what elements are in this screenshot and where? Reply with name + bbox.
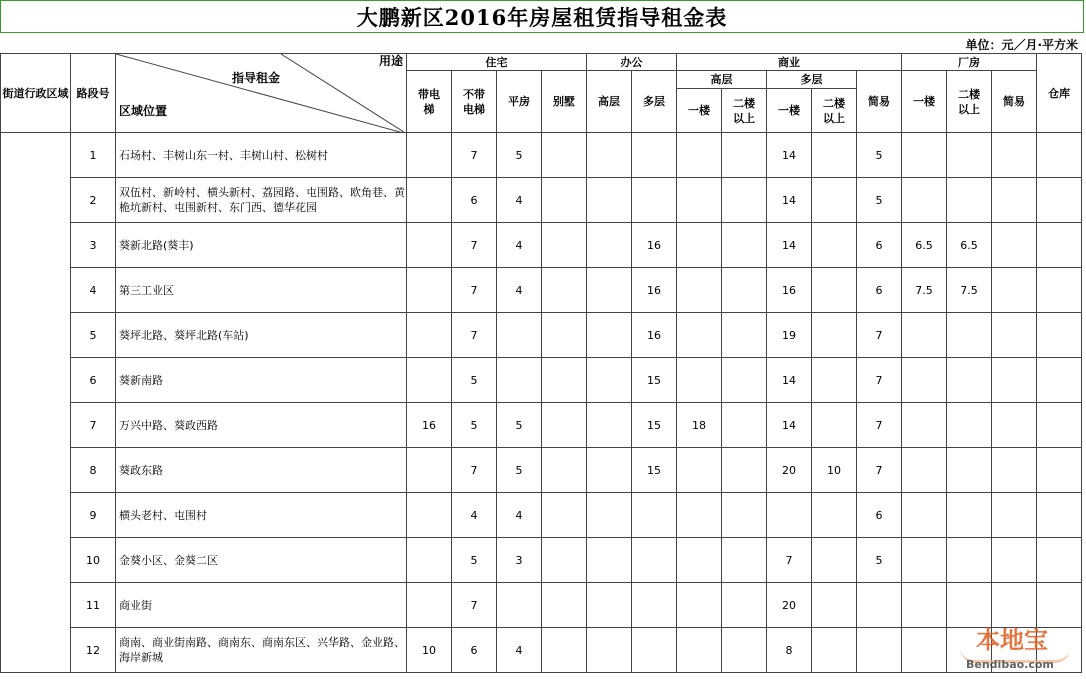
rent-cell-res-elev: [407, 493, 452, 538]
rent-cell-warehouse: [1037, 313, 1082, 358]
rent-cell-res-bungalow: 4: [497, 493, 542, 538]
rent-cell-off-multi: [632, 628, 677, 673]
rent-cell-off-high: [587, 583, 632, 628]
rent-cell-res-bungalow: [497, 583, 542, 628]
rent-cell-res-noelev: 6: [452, 628, 497, 673]
table-row: [1, 133, 1082, 178]
rent-cell-fac-f1: [902, 313, 947, 358]
table-row: [1, 178, 1082, 223]
rent-cell-com-high-f2: [722, 268, 767, 313]
rent-cell-com-multi-f1: 7: [767, 538, 812, 583]
table-row: [1, 358, 1082, 403]
header-guide-rent: 指导租金: [232, 71, 281, 85]
rent-cell-res-villa: [542, 178, 587, 223]
rent-cell-com-high-f1: [677, 583, 722, 628]
rent-cell-fac-simple: [992, 358, 1037, 403]
rent-cell-fac-simple: [992, 403, 1037, 448]
header-factory: 厂房: [902, 54, 1037, 71]
rent-cell-com-simple: 5: [857, 178, 902, 223]
segment-number-cell: 1: [71, 133, 116, 178]
rent-cell-com-high-f1: [677, 313, 722, 358]
rent-cell-res-villa: [542, 583, 587, 628]
rent-cell-com-multi-f2: 10: [812, 448, 857, 493]
table-row: [1, 268, 1082, 313]
rent-cell-com-simple: 7: [857, 313, 902, 358]
rent-cell-off-multi: [632, 538, 677, 583]
rent-cell-com-simple: 5: [857, 133, 902, 178]
location-cell: 横头老村、屯围村: [116, 493, 407, 538]
rent-cell-com-multi-f1: 8: [767, 628, 812, 673]
location-cell: 双伍村、新岭村、横头新村、荔园路、屯围路、欧角巷、黄桅坑新村、屯围新村、东门西、德华花园: [116, 178, 407, 223]
rent-cell-warehouse: [1037, 448, 1082, 493]
rent-cell-warehouse: [1037, 403, 1082, 448]
rent-cell-com-high-f2: [722, 133, 767, 178]
header-usage: 用途: [378, 54, 403, 68]
watermark-en: Bendibao.com: [966, 658, 1054, 671]
rent-cell-com-high-f2: [722, 178, 767, 223]
rent-cell-com-simple: 6: [857, 223, 902, 268]
rent-cell-com-high-f2: [722, 223, 767, 268]
header-segment: 路段号: [71, 54, 116, 133]
header-office: 办公: [587, 54, 677, 71]
rent-cell-com-high-f2: [722, 403, 767, 448]
rent-cell-res-elev: [407, 178, 452, 223]
header-res-elev: 带电梯: [407, 71, 452, 133]
unit-row: [0, 33, 1086, 53]
rent-cell-res-bungalow: 4: [497, 628, 542, 673]
rent-cell-off-multi: [632, 493, 677, 538]
rent-cell-fac-f1: [902, 538, 947, 583]
rent-cell-com-multi-f2: [812, 268, 857, 313]
rent-cell-com-high-f1: [677, 178, 722, 223]
rent-cell-fac-f1: 6.5: [902, 223, 947, 268]
rent-cell-com-high-f1: [677, 268, 722, 313]
header-fac-f2: 二楼以上: [947, 71, 992, 133]
rent-cell-com-multi-f1: 20: [767, 583, 812, 628]
rent-cell-res-elev: [407, 133, 452, 178]
rent-cell-fac-f1: [902, 448, 947, 493]
rent-cell-res-noelev: 4: [452, 493, 497, 538]
table-row: [1, 583, 1082, 628]
rent-cell-res-elev: [407, 538, 452, 583]
rent-cell-res-elev: [407, 583, 452, 628]
header-warehouse: 仓库: [1037, 54, 1082, 133]
rent-cell-res-villa: [542, 628, 587, 673]
rent-cell-res-villa: [542, 538, 587, 583]
header-fac-simple: 简易: [992, 71, 1037, 133]
rent-cell-fac-simple: [992, 313, 1037, 358]
rent-cell-res-bungalow: 4: [497, 178, 542, 223]
rent-cell-res-noelev: 7: [452, 583, 497, 628]
rent-cell-fac-simple: [992, 133, 1037, 178]
location-cell: 第三工业区: [116, 268, 407, 313]
rent-cell-res-villa: [542, 358, 587, 403]
rent-cell-com-high-f1: [677, 628, 722, 673]
header-com-simple: 简易: [857, 71, 902, 133]
page-title: 大鹏新区2016年房屋租赁指导租金表: [0, 0, 1084, 33]
header-com-high-f2: 二楼以上: [722, 89, 767, 133]
rent-cell-fac-simple: [992, 178, 1037, 223]
rent-cell-fac-f1: [902, 628, 947, 673]
rent-cell-off-high: [587, 178, 632, 223]
rent-cell-fac-simple: [992, 223, 1037, 268]
rent-cell-com-simple: 7: [857, 448, 902, 493]
rent-cell-fac-f2: [947, 448, 992, 493]
rent-cell-fac-f2: [947, 178, 992, 223]
rent-cell-com-high-f1: [677, 358, 722, 403]
rent-cell-res-noelev: 5: [452, 538, 497, 583]
rent-cell-res-noelev: 7: [452, 313, 497, 358]
rent-cell-res-noelev: 7: [452, 448, 497, 493]
rent-cell-fac-f2: [947, 358, 992, 403]
rent-cell-fac-f2: 7.5: [947, 268, 992, 313]
rent-cell-off-multi: 15: [632, 448, 677, 493]
segment-number-cell: 4: [71, 268, 116, 313]
header-location: 区域位置: [119, 104, 168, 118]
watermark-cn: 本地宝: [976, 626, 1048, 654]
rent-cell-off-multi: [632, 583, 677, 628]
header-res-villa: 别墅: [542, 71, 587, 133]
location-cell: 金葵小区、金葵二区: [116, 538, 407, 583]
rent-table: [0, 53, 1082, 673]
rent-cell-res-elev: [407, 313, 452, 358]
rent-cell-com-multi-f2: [812, 493, 857, 538]
rent-cell-off-multi: 15: [632, 358, 677, 403]
segment-number-cell: 12: [71, 628, 116, 673]
rent-cell-warehouse: [1037, 223, 1082, 268]
header-res-bungalow: 平房: [497, 71, 542, 133]
rent-cell-res-bungalow: 4: [497, 268, 542, 313]
rent-cell-com-multi-f1: 16: [767, 268, 812, 313]
rent-cell-fac-f1: [902, 133, 947, 178]
rent-cell-com-multi-f1: 20: [767, 448, 812, 493]
rent-cell-com-simple: [857, 628, 902, 673]
rent-cell-off-high: [587, 313, 632, 358]
rent-cell-com-simple: [857, 583, 902, 628]
rent-cell-res-bungalow: [497, 313, 542, 358]
rent-cell-com-multi-f2: [812, 403, 857, 448]
rent-cell-fac-simple: [992, 538, 1037, 583]
rent-cell-com-high-f2: [722, 583, 767, 628]
rent-cell-com-multi-f2: [812, 583, 857, 628]
rent-cell-warehouse: [1037, 268, 1082, 313]
segment-number-cell: 8: [71, 448, 116, 493]
rent-cell-com-high-f2: [722, 448, 767, 493]
rent-cell-res-bungalow: 4: [497, 223, 542, 268]
rent-cell-res-elev: [407, 223, 452, 268]
rent-cell-res-bungalow: 5: [497, 448, 542, 493]
segment-number-cell: 11: [71, 583, 116, 628]
location-cell: 葵新北路(葵丰): [116, 223, 407, 268]
header-diagonal-cell: [116, 54, 407, 133]
table-row: [1, 628, 1082, 673]
rent-cell-com-high-f2: [722, 628, 767, 673]
rent-cell-res-elev: [407, 358, 452, 403]
rent-cell-fac-simple: [992, 493, 1037, 538]
header-res-noelev: 不带电梯: [452, 71, 497, 133]
rent-cell-res-bungalow: 5: [497, 403, 542, 448]
segment-number-cell: 9: [71, 493, 116, 538]
rent-cell-fac-f1: [902, 493, 947, 538]
rent-cell-res-villa: [542, 223, 587, 268]
rent-cell-fac-f1: 7.5: [902, 268, 947, 313]
rent-cell-res-elev: 16: [407, 403, 452, 448]
rent-cell-res-noelev: 5: [452, 403, 497, 448]
table-row: [1, 223, 1082, 268]
location-cell: 葵坪北路、葵坪北路(车站): [116, 313, 407, 358]
rent-cell-off-high: [587, 628, 632, 673]
header-residential: 住宅: [407, 54, 587, 71]
rent-cell-com-simple: 7: [857, 358, 902, 403]
rent-cell-com-multi-f2: [812, 313, 857, 358]
table-row: [1, 493, 1082, 538]
rent-cell-res-bungalow: [497, 358, 542, 403]
rent-cell-fac-f1: [902, 358, 947, 403]
rent-cell-warehouse: [1037, 538, 1082, 583]
rent-cell-off-high: [587, 538, 632, 583]
rent-cell-fac-f2: [947, 403, 992, 448]
rent-cell-warehouse: [1037, 493, 1082, 538]
rent-cell-res-villa: [542, 313, 587, 358]
rent-cell-res-villa: [542, 268, 587, 313]
segment-number-cell: 3: [71, 223, 116, 268]
rent-cell-res-villa: [542, 493, 587, 538]
rent-cell-com-multi-f1: 14: [767, 403, 812, 448]
rent-cell-com-high-f1: [677, 223, 722, 268]
location-cell: 万兴中路、葵政西路: [116, 403, 407, 448]
rent-cell-off-multi: 16: [632, 268, 677, 313]
segment-number-cell: 5: [71, 313, 116, 358]
header-district: 街道行政区域: [1, 54, 71, 133]
segment-number-cell: 2: [71, 178, 116, 223]
rent-cell-com-high-f1: 18: [677, 403, 722, 448]
rent-cell-res-villa: [542, 403, 587, 448]
rent-cell-off-high: [587, 133, 632, 178]
rent-cell-com-simple: 6: [857, 493, 902, 538]
rent-cell-fac-f1: [902, 583, 947, 628]
rent-cell-fac-f2: [947, 538, 992, 583]
rent-cell-fac-f2: [947, 493, 992, 538]
rent-cell-fac-f2: [947, 133, 992, 178]
rent-cell-com-multi-f1: 19: [767, 313, 812, 358]
header-com-high-f1: 一楼: [677, 89, 722, 133]
rent-cell-off-multi: [632, 133, 677, 178]
rent-cell-off-high: [587, 223, 632, 268]
rent-cell-off-high: [587, 358, 632, 403]
table-body: [1, 133, 1082, 673]
segment-number-cell: 7: [71, 403, 116, 448]
location-cell: 商业街: [116, 583, 407, 628]
rent-cell-res-noelev: 7: [452, 268, 497, 313]
rent-cell-com-multi-f2: [812, 628, 857, 673]
rent-cell-com-multi-f1: [767, 493, 812, 538]
rent-cell-off-multi: [632, 178, 677, 223]
location-cell: 葵政东路: [116, 448, 407, 493]
rent-cell-com-multi-f2: [812, 223, 857, 268]
rent-cell-off-multi: 16: [632, 313, 677, 358]
segment-number-cell: 6: [71, 358, 116, 403]
rent-cell-warehouse: [1037, 133, 1082, 178]
rent-cell-res-noelev: 7: [452, 133, 497, 178]
rent-cell-off-high: [587, 403, 632, 448]
rent-cell-com-high-f1: [677, 538, 722, 583]
rent-cell-com-high-f2: [722, 313, 767, 358]
rent-cell-warehouse: [1037, 358, 1082, 403]
rent-cell-off-multi: 15: [632, 403, 677, 448]
header-com-high: 高层: [677, 71, 767, 89]
rent-cell-res-noelev: 7: [452, 223, 497, 268]
header-com-multi: 多层: [767, 71, 857, 89]
header-commercial: 商业: [677, 54, 902, 71]
table-row: [1, 448, 1082, 493]
rent-cell-com-simple: 6: [857, 268, 902, 313]
segment-number-cell: 10: [71, 538, 116, 583]
location-cell: 石场村、丰树山东一村、丰树山村、松树村: [116, 133, 407, 178]
rent-cell-res-bungalow: 5: [497, 133, 542, 178]
diagonal-lines: [116, 54, 407, 133]
unit-label: 单位：元／月·平方米: [965, 38, 1078, 52]
header-com-multi-f2: 二楼以上: [812, 89, 857, 133]
district-cell: [1, 133, 71, 673]
diagonal-line-1: [116, 54, 407, 133]
header-off-multi: 多层: [632, 71, 677, 133]
rent-cell-res-noelev: 5: [452, 358, 497, 403]
header-fac-f1: 一楼: [902, 71, 947, 133]
rent-cell-fac-f1: [902, 403, 947, 448]
rent-cell-com-high-f1: [677, 448, 722, 493]
rent-cell-off-high: [587, 268, 632, 313]
rent-cell-com-multi-f1: 14: [767, 178, 812, 223]
rent-cell-com-multi-f1: 14: [767, 358, 812, 403]
rent-cell-res-bungalow: 3: [497, 538, 542, 583]
rent-cell-com-simple: 5: [857, 538, 902, 583]
rent-cell-com-multi-f2: [812, 358, 857, 403]
table-row: [1, 313, 1082, 358]
rent-cell-res-villa: [542, 448, 587, 493]
rent-cell-off-high: [587, 448, 632, 493]
table-row: [1, 403, 1082, 448]
rent-cell-com-multi-f1: 14: [767, 133, 812, 178]
rent-cell-res-elev: 10: [407, 628, 452, 673]
rent-cell-com-high-f1: [677, 133, 722, 178]
rent-cell-fac-f2: 6.5: [947, 223, 992, 268]
rent-cell-fac-f1: [902, 178, 947, 223]
header-com-multi-f1: 一楼: [767, 89, 812, 133]
rent-cell-off-multi: 16: [632, 223, 677, 268]
rent-cell-fac-simple: [992, 448, 1037, 493]
rent-cell-com-multi-f1: 14: [767, 223, 812, 268]
location-cell: 商南、商业街南路、商南东、商南东区、兴华路、金业路、海岸新城: [116, 628, 407, 673]
rent-cell-com-multi-f2: [812, 538, 857, 583]
rent-cell-com-multi-f2: [812, 178, 857, 223]
rent-cell-res-elev: [407, 448, 452, 493]
rent-cell-com-high-f2: [722, 538, 767, 583]
watermark-logo: [952, 618, 1082, 676]
location-cell: 葵新南路: [116, 358, 407, 403]
rent-cell-warehouse: [1037, 178, 1082, 223]
rent-cell-com-high-f2: [722, 358, 767, 403]
rent-cell-off-high: [587, 493, 632, 538]
rent-cell-com-multi-f2: [812, 133, 857, 178]
header-off-high: 高层: [587, 71, 632, 133]
rent-cell-fac-f2: [947, 313, 992, 358]
rent-cell-fac-simple: [992, 268, 1037, 313]
rent-cell-res-villa: [542, 133, 587, 178]
rent-cell-com-high-f2: [722, 493, 767, 538]
table-row: [1, 538, 1082, 583]
rent-cell-res-elev: [407, 268, 452, 313]
rent-cell-com-simple: 7: [857, 403, 902, 448]
rent-cell-res-noelev: 6: [452, 178, 497, 223]
rent-cell-com-high-f1: [677, 493, 722, 538]
